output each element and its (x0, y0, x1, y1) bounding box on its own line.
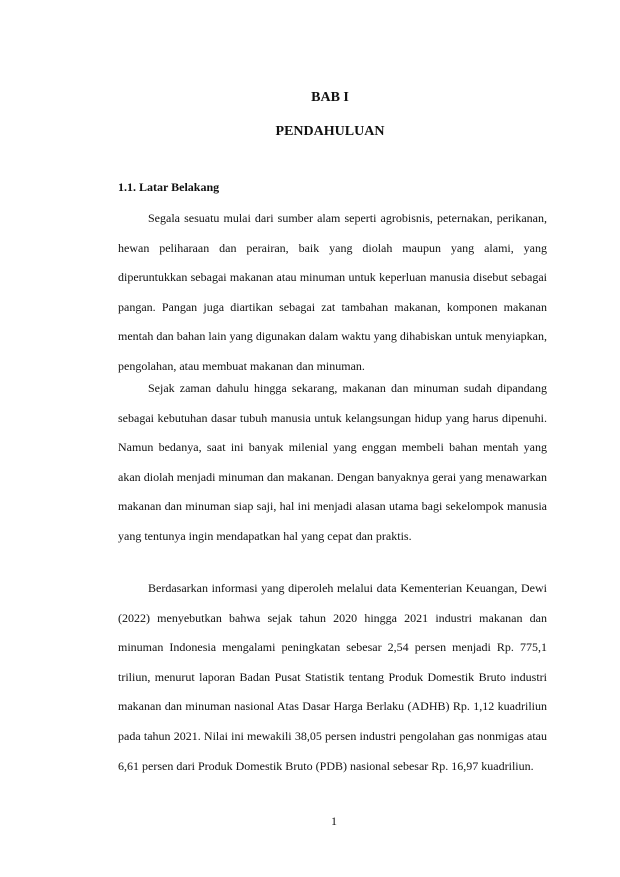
paragraph-block (118, 204, 547, 382)
paragraph: Sejak zaman dahulu hingga sekarang, makanan dan minuman sudah dipandang sebagai kebutuhan dasar tubuh manusia untuk kelangsungan hidup yang harus dipenuhi. Namun bedanya, saat ini banyak milenial yang enggan membeli bahan mentah yang akan diolah menjadi minuman dan makanan. Dengan banyaknya gerai yang menawarkan makanan dan minuman siap saji, hal ini menjadi alasan utama bagi sekelompok manusia yang tentunya ingin mendapatkan hal yang cepat dan praktis. (118, 381, 547, 543)
chapter-title: PENDAHULUAN (275, 124, 385, 139)
paragraph-block (118, 574, 547, 781)
chapter-number: BAB I (311, 90, 349, 105)
page-number: 1 (331, 814, 337, 828)
paragraph: Berdasarkan informasi yang diperoleh melalui data Kementerian Keuangan, Dewi (2022) menyebutkan bahwa sejak tahun 2020 hingga 2021 industri makanan dan minuman Indonesia mengalami peningkatan sebesar 2,54 persen menjadi Rp. 775,1 triliun, menurut laporan Badan Pusat Statistik tentang Produk Domestik Bruto industri makanan dan minuman nasional Atas Dasar Harga Berlaku (ADHB) Rp. 1,12 kuadriliun pada tahun 2021. Nilai ini mewakili 38,05 persen industri pengolahan gas nonmigas atau 6,61 persen dari Produk Domestik Bruto (PDB) nasional sebesar Rp. 16,97 kuadriliun. (118, 581, 547, 773)
paragraph: Segala sesuatu mulai dari sumber alam seperti agrobisnis, peternakan, perikanan, hewan peliharaan dan perairan, baik yang diolah maupun yang alami, yang diperuntukkan sebagai makanan atau minuman untuk keperluan manusia disebut sebagai pangan. Pangan juga diartikan sebagai zat tambahan makanan, komponen makanan mentah dan bahan lain yang digunakan dalam waktu yang dihabiskan untuk menyiapkan, pengolahan, atau membuat makanan dan minuman. (118, 211, 547, 373)
paragraph-block (118, 374, 547, 552)
section-heading: 1.1. Latar Belakang (118, 180, 220, 194)
